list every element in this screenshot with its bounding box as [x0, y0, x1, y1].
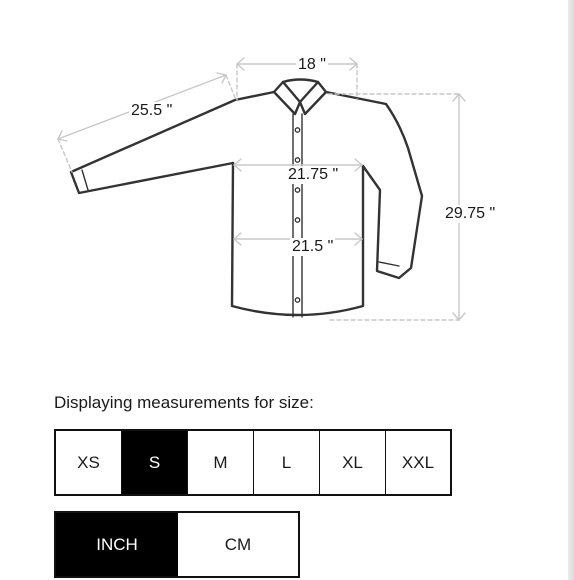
size-option-xl[interactable]: XL	[320, 431, 386, 494]
size-selector	[54, 429, 452, 496]
size-option-xxl[interactable]: XXL	[386, 431, 450, 494]
sleeve-measurement: 25.5 "	[131, 102, 173, 119]
length-measurement: 29.75 "	[445, 205, 496, 222]
buttons	[295, 128, 299, 302]
size-option-l[interactable]: L	[254, 431, 320, 494]
unit-option-cm[interactable]: CM	[178, 513, 298, 576]
unit-toggle	[54, 511, 300, 578]
size-option-s[interactable]: S	[122, 431, 188, 494]
size-option-m[interactable]: M	[188, 431, 254, 494]
unit-option-inch[interactable]: INCH	[56, 513, 178, 576]
size-prompt: Displaying measurements for size:	[54, 393, 314, 412]
shoulder-measurement: 18 "	[298, 56, 326, 73]
dimension-lines	[58, 58, 465, 320]
size-option-xs[interactable]: XS	[56, 431, 122, 494]
waist-measurement: 21.5 "	[292, 238, 334, 255]
shirt-outline	[71, 80, 422, 318]
chest-measurement: 21.75 "	[288, 166, 339, 183]
